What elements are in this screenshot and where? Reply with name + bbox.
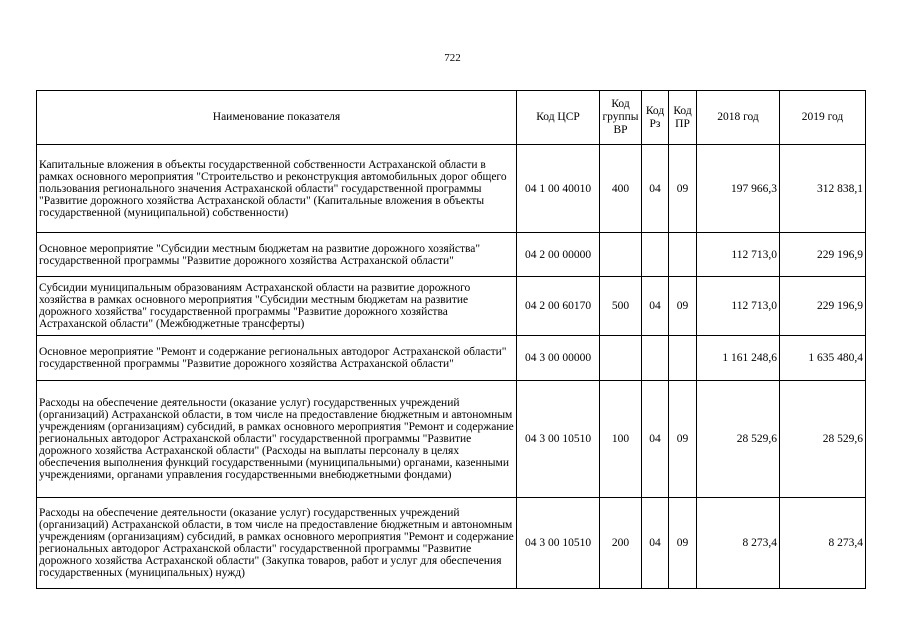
row-2019: 312 838,1 — [780, 145, 866, 233]
header-row — [37, 91, 866, 145]
table-row — [37, 381, 866, 498]
row-2018: 1 161 248,6 — [697, 336, 780, 381]
row-vr: 200 — [600, 498, 642, 589]
row-name: Расходы на обеспечение деятельности (оказание услуг) государственных учреждений (организаций) Астраханской области, в том числе на предоставление бюджетным и автономным учреждениям (организациям) субсидий, в рамках основного мероприятия "Ремонт и содержание региональных автодорог Астраханской области" государственной программы "Развитие дорожного хозяйства Астраханской области" (Закупка товаров, работ и услуг для обеспечения государственных (муниципальных) нужд) — [37, 498, 517, 589]
row-2018: 112 713,0 — [697, 233, 780, 277]
row-2019: 229 196,9 — [780, 233, 866, 277]
row-vr — [600, 233, 642, 277]
table-row — [37, 145, 866, 233]
row-2019: 8 273,4 — [780, 498, 866, 589]
row-csr: 04 2 00 00000 — [517, 233, 600, 277]
row-pr: 09 — [669, 498, 697, 589]
row-pr: 09 — [669, 381, 697, 498]
row-rz: 04 — [642, 145, 669, 233]
row-2019: 1 635 480,4 — [780, 336, 866, 381]
row-csr: 04 3 00 10510 — [517, 381, 600, 498]
row-2019: 229 196,9 — [780, 277, 866, 336]
header-rz: Код Рз — [642, 91, 669, 145]
row-rz: 04 — [642, 381, 669, 498]
row-rz: 04 — [642, 498, 669, 589]
row-pr — [669, 336, 697, 381]
row-pr: 09 — [669, 277, 697, 336]
row-pr — [669, 233, 697, 277]
row-name: Капитальные вложения в объекты государственной собственности Астраханской области в рамках основного мероприятия "Строительство и реконструкция автомобильных дорог общего пользования регионального значения Астраханской области" государственной программы "Развитие дорожного хозяйства Астраханской области" (Капитальные вложения в объекты государственной (муниципальной) собственности) — [37, 145, 517, 233]
header-2019: 2019 год — [780, 91, 866, 145]
row-2018: 112 713,0 — [697, 277, 780, 336]
header-name: Наименование показателя — [37, 91, 517, 145]
row-vr: 400 — [600, 145, 642, 233]
row-rz — [642, 233, 669, 277]
row-rz — [642, 336, 669, 381]
table-row — [37, 233, 866, 277]
table-row — [37, 498, 866, 589]
row-vr: 500 — [600, 277, 642, 336]
row-name: Субсидии муниципальным образованиям Астраханской области на развитие дорожного хозяйства в рамках основного мероприятия "Субсидии местным бюджетам на развитие дорожного хозяйства" государственной программы "Развитие дорожного хозяйства Астраханской области" (Межбюджетные трансферты) — [37, 277, 517, 336]
header-csr: Код ЦСР — [517, 91, 600, 145]
row-name: Основное мероприятие "Ремонт и содержание региональных автодорог Астраханской области" государственной программы "Развитие дорожного хозяйства Астраханской области" — [37, 336, 517, 381]
row-rz: 04 — [642, 277, 669, 336]
row-vr — [600, 336, 642, 381]
header-2018: 2018 год — [697, 91, 780, 145]
header-vr: Код группы ВР — [600, 91, 642, 145]
row-csr: 04 1 00 40010 — [517, 145, 600, 233]
table-row — [37, 277, 866, 336]
budget-table — [36, 90, 866, 589]
row-2018: 28 529,6 — [697, 381, 780, 498]
row-pr: 09 — [669, 145, 697, 233]
header-pr: Код ПР — [669, 91, 697, 145]
page-number: 722 — [444, 52, 461, 64]
row-csr: 04 2 00 60170 — [517, 277, 600, 336]
row-name: Основное мероприятие "Субсидии местным бюджетам на развитие дорожного хозяйства" государственной программы "Развитие дорожного хозяйства Астраханской области" — [37, 233, 517, 277]
row-2018: 8 273,4 — [697, 498, 780, 589]
row-csr: 04 3 00 10510 — [517, 498, 600, 589]
row-csr: 04 3 00 00000 — [517, 336, 600, 381]
table-row — [37, 336, 866, 381]
row-vr: 100 — [600, 381, 642, 498]
row-2019: 28 529,6 — [780, 381, 866, 498]
row-2018: 197 966,3 — [697, 145, 780, 233]
row-name: Расходы на обеспечение деятельности (оказание услуг) государственных учреждений (организаций) Астраханской области, в том числе на предоставление бюджетным и автономным учреждениям (организациям) субсидий, в рамках основного мероприятия "Ремонт и содержание региональных автодорог Астраханской области" государственной программы "Развитие дорожного хозяйства Астраханской области" (Расходы на выплаты персоналу в целях обеспечения выполнения функций государственными (муниципальными) органами, казенными учреждениями, органами управления государственными внебюджетными фондами) — [37, 381, 517, 498]
